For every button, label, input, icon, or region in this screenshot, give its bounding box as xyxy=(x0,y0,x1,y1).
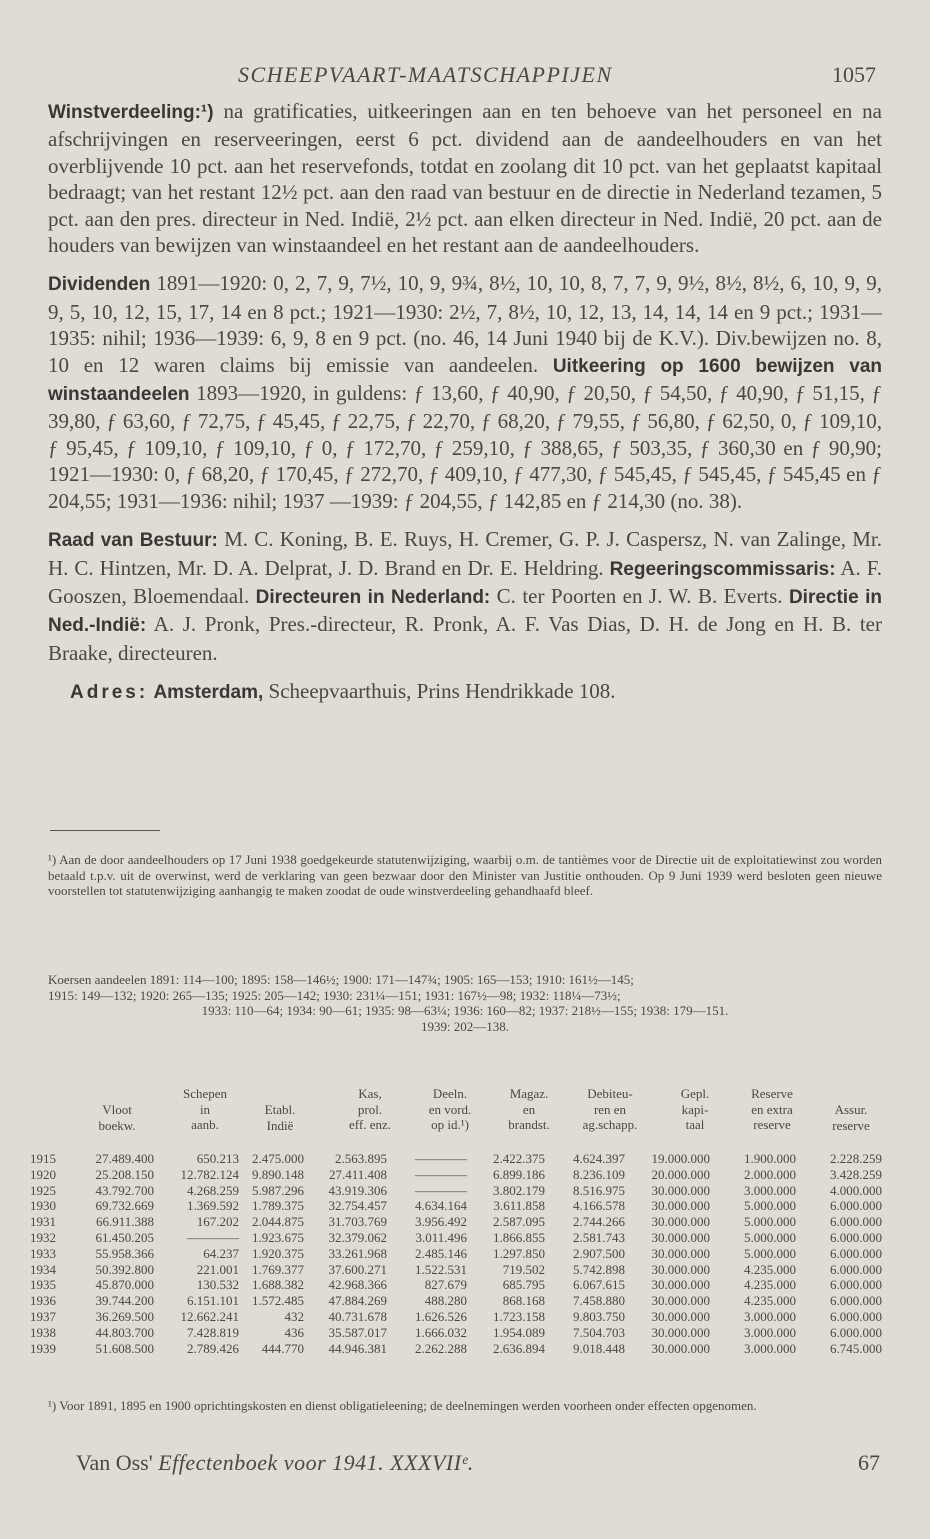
row-year: 1933 xyxy=(30,1245,56,1261)
table-cell: 32.754.457 xyxy=(328,1198,387,1214)
table-cell: 1.369.592 xyxy=(187,1198,239,1214)
table-cell: 33.261.968 xyxy=(328,1245,387,1261)
table-cell: 6.000.000 xyxy=(830,1245,882,1261)
table-cell: 61.450.205 xyxy=(95,1229,154,1245)
table-cell: 36.269.500 xyxy=(95,1308,154,1324)
directie-indie-label: Directie in Ned.-Indië: xyxy=(48,586,882,637)
column-header: Reserve en extra reserve xyxy=(751,1086,793,1132)
table-cell: 35.587.017 xyxy=(328,1324,387,1340)
table-cell: 1.920.375 xyxy=(252,1245,304,1261)
table-cell: 6.000.000 xyxy=(830,1198,882,1214)
table-cell: 51.608.500 xyxy=(95,1340,154,1356)
table-cell: 1.723.158 xyxy=(493,1308,545,1324)
table-cell: 488.280 xyxy=(424,1293,467,1309)
table-cell: 20.000.000 xyxy=(651,1166,710,1182)
table-cell: 3.000.000 xyxy=(744,1340,796,1356)
column-header: Magaz. en brandst. xyxy=(508,1086,550,1132)
table-cell: 3.000.000 xyxy=(744,1324,796,1340)
table-cell: 5.987.296 xyxy=(252,1182,304,1198)
row-year: 1939 xyxy=(30,1340,56,1356)
table-cell: 2.475.000 xyxy=(252,1151,304,1166)
table-cell: 30.000.000 xyxy=(651,1261,710,1277)
table-cell: 2.485.146 xyxy=(415,1245,467,1261)
regeeringscommissaris-text: A. F. Gooszen, Bloemendaal. xyxy=(48,555,882,608)
table-row xyxy=(30,1198,882,1214)
dividenden-text: 1891—1920: 0, 2, 7, 9, 7½, 10, 9, 9¾, 8½, 10, 10, 8, 7, 7, 9, 9½, 8½, 8½, 6, 10, 9, 9, 9, 5, 10, 12, 15, 17, 14 en 8 pct.; 1921—1930: 2½, 7, 8½, 10, 12, 13, 14, 14, 14 en 9 pct.; 1931—1935: nihil; 1936—1939: 6, 9, 8 en 9 pct. (no. 46, 14 Juni 1940 bij de K.V.). Div.bewijzen no. 8, 10 en 12 waren claims bij emissie van aandeelen. xyxy=(48,271,882,377)
table-cell: 30.000.000 xyxy=(651,1277,710,1293)
table-cell: 42.968.366 xyxy=(328,1277,387,1293)
table-cell: 30.000.000 xyxy=(651,1229,710,1245)
footer-book-title xyxy=(76,1450,474,1476)
table-cell: 44.946.381 xyxy=(328,1340,387,1356)
table-cell: 6.151.101 xyxy=(187,1293,239,1309)
table-cell: 43.919.306 xyxy=(328,1182,387,1198)
table-cell: 27.489.400 xyxy=(95,1151,154,1166)
table-cell: 27.411.408 xyxy=(328,1166,387,1182)
table-cell: ———— xyxy=(187,1229,239,1245)
table-cell: 2.907.500 xyxy=(573,1245,625,1261)
row-year: 1935 xyxy=(30,1277,56,1293)
table-row xyxy=(30,1341,882,1357)
directie-indie-text: A. J. Pronk, Pres.-directeur, R. Pronk, A. F. Vas Dias, D. H. de Jong en H. B. ter Braake, directeuren. xyxy=(48,612,882,665)
table-cell: 5.000.000 xyxy=(744,1229,796,1245)
table-cell: ———— xyxy=(415,1151,467,1166)
table-cell: 4.166.578 xyxy=(573,1198,625,1214)
dividenden-paragraph xyxy=(48,270,882,514)
table-cell: 8.236.109 xyxy=(573,1166,625,1182)
table-cell: 685.795 xyxy=(502,1277,545,1293)
table-cell: 64.237 xyxy=(203,1245,239,1261)
table-cell: 30.000.000 xyxy=(651,1308,710,1324)
table-cell: 436 xyxy=(284,1324,304,1340)
table-cell: 2.422.375 xyxy=(493,1151,545,1166)
table-cell: 7.504.703 xyxy=(573,1324,625,1340)
koersen-block xyxy=(48,972,882,1034)
column-header: Etabl. Indië xyxy=(264,1102,296,1133)
raad-van-bestuur-label: Raad van Bestuur: xyxy=(48,530,218,552)
table-cell: 6.899.186 xyxy=(493,1166,545,1182)
table-cell: 5.000.000 xyxy=(744,1245,796,1261)
table-cell: 6.000.000 xyxy=(830,1308,882,1324)
column-header: Vloot boekw. xyxy=(98,1102,136,1133)
table-cell: 1.789.375 xyxy=(252,1198,304,1214)
koersen-line: 1939: 202—138. xyxy=(420,1018,510,1034)
table-row xyxy=(30,1293,882,1309)
table-cell: 6.000.000 xyxy=(830,1214,882,1230)
table-cell: 2.587.095 xyxy=(493,1214,545,1230)
row-year: 1936 xyxy=(30,1293,56,1309)
table-cell: 432 xyxy=(284,1308,304,1324)
table-row xyxy=(30,1325,882,1341)
table-row xyxy=(30,1230,882,1246)
row-year: 1920 xyxy=(30,1166,56,1182)
row-year: 1930 xyxy=(30,1198,56,1214)
koersen-line: Koersen aandeelen 1891: 114—100; 1895: 158—146½; 1900: 171—147¾; 1905: 165—153; 1910: 161½—145; xyxy=(48,972,634,987)
table-row xyxy=(30,1214,882,1230)
row-year: 1938 xyxy=(30,1324,56,1340)
adres-paragraph xyxy=(70,678,882,706)
table-cell: 3.611.858 xyxy=(493,1198,545,1214)
table-cell: 4.268.259 xyxy=(187,1182,239,1198)
table-cell: 50.392.800 xyxy=(95,1261,154,1277)
directeuren-text: C. ter Poorten en J. W. B. Everts. xyxy=(490,583,789,608)
table-cell: 40.731.678 xyxy=(328,1308,387,1324)
table-cell: 1.769.377 xyxy=(252,1261,304,1277)
table-cell: 3.802.179 xyxy=(493,1182,545,1198)
row-year: 1932 xyxy=(30,1229,56,1245)
table-cell: ———— xyxy=(415,1166,467,1182)
table-row xyxy=(30,1246,882,1262)
winstverdeeling-label: Winstverdeeling:¹) xyxy=(48,102,214,123)
table-cell: 5.000.000 xyxy=(744,1198,796,1214)
footer-page-number: 67 xyxy=(858,1450,880,1475)
table-cell: 6.000.000 xyxy=(830,1261,882,1277)
table-cell: 868.168 xyxy=(502,1293,545,1309)
table-cell: 5.000.000 xyxy=(744,1214,796,1230)
adres-label: Adres: xyxy=(70,682,149,704)
footnote-table: ¹) Voor 1891, 1895 en 1900 oprichtingskosten en dienst obligatieleening; de deelnemingen werden voorheen onder effecten opgenomen. xyxy=(48,1398,757,1413)
table-cell: 6.000.000 xyxy=(830,1324,882,1340)
winstverdeeling-paragraph xyxy=(48,98,882,258)
adres-text: Scheepvaarthuis, Prins Hendrikkade 108. xyxy=(263,679,616,704)
row-year: 1937 xyxy=(30,1308,56,1324)
raad-van-bestuur-text: M. C. Koning, B. E. Ruys, H. Cremer, G. P. J. Caspersz, N. van Zalinge, Mr. H. C. Hintzen, Mr. D. A. Delprat, J. D. Brand en Dr. E. Heldring. xyxy=(48,527,883,580)
row-year: 1915 xyxy=(30,1151,56,1166)
table-cell: 7.458.880 xyxy=(573,1293,625,1309)
table-cell: 25.208.150 xyxy=(95,1166,154,1182)
table-cell: 1.626.526 xyxy=(415,1308,467,1324)
footer-edition: Effectenboek voor 1941. XXXVIIᵉ. xyxy=(158,1450,474,1475)
table-cell: 3.428.259 xyxy=(830,1166,882,1182)
table-cell: 221.001 xyxy=(196,1261,239,1277)
bestuur-paragraph xyxy=(48,526,882,666)
table-cell: 2.581.743 xyxy=(573,1229,625,1245)
table-cell: 37.600.271 xyxy=(328,1261,387,1277)
row-year: 1925 xyxy=(30,1182,56,1198)
table-cell: 6.745.000 xyxy=(830,1340,882,1356)
table-cell: 1.297.850 xyxy=(493,1245,545,1261)
table-cell: 1.866.855 xyxy=(493,1229,545,1245)
table-cell: 2.000.000 xyxy=(744,1166,796,1182)
table-cell: 6.000.000 xyxy=(830,1277,882,1293)
column-header: Kas, prol. eff. enz. xyxy=(349,1086,391,1132)
table-cell: 30.000.000 xyxy=(651,1293,710,1309)
table-cell: 1.688.382 xyxy=(252,1277,304,1293)
row-year: 1931 xyxy=(30,1214,56,1230)
table-cell: 719.502 xyxy=(502,1261,545,1277)
table-cell: 32.379.062 xyxy=(328,1229,387,1245)
directeuren-label: Directeuren in Nederland: xyxy=(255,586,491,608)
section-title: SCHEEPVAART-MAATSCHAPPIJEN xyxy=(238,62,613,87)
table-cell: 3.000.000 xyxy=(744,1182,796,1198)
table-cell: 45.870.000 xyxy=(95,1277,154,1293)
table-cell: 4.235.000 xyxy=(744,1277,796,1293)
column-header: Schepen in aanb. xyxy=(182,1086,228,1132)
table-row xyxy=(30,1277,882,1293)
table-cell: 2.563.895 xyxy=(335,1151,387,1166)
table-cell: 6.000.000 xyxy=(830,1293,882,1309)
table-cell: 66.911.388 xyxy=(95,1214,154,1230)
table-cell: 30.000.000 xyxy=(651,1245,710,1261)
table-cell: 30.000.000 xyxy=(651,1182,710,1198)
running-head xyxy=(50,62,880,92)
table-cell: 8.516.975 xyxy=(573,1182,625,1198)
column-header: Gepl. kapi- taal xyxy=(680,1086,710,1132)
table-cell: 1.572.485 xyxy=(252,1293,304,1309)
table-row xyxy=(30,1309,882,1325)
table-cell: 3.000.000 xyxy=(744,1308,796,1324)
koersen-line: 1933: 110—64; 1934: 90—61; 1935: 98—63¼; 1936: 160—82; 1937: 218½—155; 1938: 179—151. xyxy=(201,1003,729,1018)
table-cell: 650.213 xyxy=(196,1151,239,1166)
table-cell: 7.428.819 xyxy=(187,1324,239,1340)
table-cell: 12.662.241 xyxy=(180,1308,239,1324)
dividenden-label: Dividenden xyxy=(48,274,151,296)
table-cell: 2.044.875 xyxy=(252,1214,304,1230)
koersen-line: 1915: 149—132; 1920: 265—135; 1925: 205—142; 1930: 231¼—151; 1931: 167½—98; 1932: 118¼—73½; xyxy=(48,987,621,1003)
table-row xyxy=(30,1183,882,1199)
table-cell: 4.624.397 xyxy=(573,1151,625,1166)
winstverdeeling-text: na gratificaties, uitkeeringen aan en ten behoeve van het personeel en na afschrijvingen en reserveeringen, eerst 6 pct. dividend aan de aandeelhouders en van het overblijvende 10 pct. aan het reservefonds, totdat en zoolang dit 10 pct. van het geplaatst kapitaal bedraagt; van het restant 12½ pct. aan den raad van bestuur en de directie in Nederland tezamen, 5 pct. aan den pres. directeur in Ned. Indië, 2½ pct. aan elken directeur in Ned. Indië, 20 pct. aan de houders van bewijzen van winstaandeel en het restant aan de aandeelhouders. xyxy=(48,99,882,258)
table-cell: 1.666.032 xyxy=(415,1324,467,1340)
table-cell: 2.262.288 xyxy=(415,1340,467,1356)
table-cell: 444.770 xyxy=(261,1340,304,1356)
table-cell: 19.000.000 xyxy=(651,1151,710,1166)
footnote-statuten: ¹) Aan de door aandeelhouders op 17 Juni 1938 goedgekeurde statutenwijziging, waarbij o.m. de tantièmes voor de Directie uit de exploitatiewinst zou worden betaald t.p.v. uit de overwinst, werd de verklaring van geen bezwaar door den Minister van Justitie onthouden. Op 9 Juni 1939 werd besloten geen nieuwe voorstellen tot statutenwijziging aanhangig te maken zoodat de oude winstverdeeling gehandhaafd bleef. xyxy=(48,852,882,898)
table-cell: 69.732.669 xyxy=(95,1198,154,1214)
table-cell: 2.744.266 xyxy=(573,1214,625,1230)
table-cell: 43.792.700 xyxy=(95,1182,154,1198)
table-cell: 1.900.000 xyxy=(744,1151,796,1166)
table-cell: 4.235.000 xyxy=(744,1293,796,1309)
table-cell: 30.000.000 xyxy=(651,1214,710,1230)
table-cell: 6.000.000 xyxy=(830,1229,882,1245)
table-cell: 4.235.000 xyxy=(744,1261,796,1277)
table-cell: 31.703.769 xyxy=(328,1214,387,1230)
table-cell: 9.890.148 xyxy=(252,1166,304,1182)
uitkeering-label: Uitkeering op 1600 bewijzen van winstaandeelen xyxy=(48,355,882,406)
page-number: 1057 xyxy=(832,62,876,87)
table-cell: 827.679 xyxy=(424,1277,467,1293)
table-cell: 4.634.164 xyxy=(415,1198,467,1214)
table-row xyxy=(30,1167,882,1183)
table-cell: 3.011.496 xyxy=(415,1229,467,1245)
table-cell: 1.923.675 xyxy=(252,1229,304,1245)
footer-publisher: Van Oss' xyxy=(76,1450,159,1475)
table-cell: 44.803.700 xyxy=(95,1324,154,1340)
uitkeering-text: 1893—1920, in guldens: ƒ 13,60, ƒ 40,90, ƒ 20,50, ƒ 54,50, ƒ 40,90, ƒ 51,15, ƒ 39,80, ƒ 63,60, ƒ 72,75, ƒ 45,45, ƒ 22,75, ƒ 22,70, ƒ 68,20, ƒ 79,55, ƒ 56,80, ƒ 62,50, 0, ƒ 109,10, ƒ 95,45, ƒ 109,10, ƒ 109,10, ƒ 0, ƒ 172,70, ƒ 259,10, ƒ 388,65, ƒ 503,35, ƒ 360,30 en ƒ 90,90; 1921—1930: 0, ƒ 68,20, ƒ 170,45, ƒ 272,70, ƒ 409,10, ƒ 477,30, ƒ 545,45, ƒ 545,45, ƒ 545,45 en ƒ 204,55; 1931—1936: nihil; 1937 —1939: ƒ 204,55, ƒ 142,85 en ƒ 214,30 (no. 38). xyxy=(48,381,882,513)
table-cell: 39.744.200 xyxy=(95,1293,154,1309)
table-header xyxy=(30,1086,882,1146)
main-text xyxy=(48,98,882,719)
table-cell: 167.202 xyxy=(196,1214,239,1230)
table-cell: 2.789.426 xyxy=(187,1340,239,1356)
regeeringscommissaris-label: Regeeringscommissaris: xyxy=(609,558,836,580)
table-cell: 2.228.259 xyxy=(830,1151,882,1166)
table-cell: 9.803.750 xyxy=(573,1308,625,1324)
adres-city: Amsterdam, xyxy=(153,682,264,704)
table-cell: 1.954.089 xyxy=(493,1324,545,1340)
table-cell: 30.000.000 xyxy=(651,1324,710,1340)
table-cell: 2.636.894 xyxy=(493,1340,545,1356)
table-cell: ———— xyxy=(415,1182,467,1198)
table-row xyxy=(30,1262,882,1278)
table-cell: 12.782.124 xyxy=(180,1166,239,1182)
table-cell: 55.958.366 xyxy=(95,1245,154,1261)
column-header: Debiteu- ren en ag.schapp. xyxy=(582,1086,638,1132)
table-cell: 30.000.000 xyxy=(651,1340,710,1356)
table-row xyxy=(30,1151,882,1167)
table-cell: 5.742.898 xyxy=(573,1261,625,1277)
column-header: Assur. reserve xyxy=(832,1102,870,1133)
table-cell: 1.522.531 xyxy=(415,1261,467,1277)
balance-table xyxy=(30,1151,882,1356)
table-cell: 4.000.000 xyxy=(830,1182,882,1198)
table-cell: 9.018.448 xyxy=(573,1340,625,1356)
table-cell: 130.532 xyxy=(196,1277,239,1293)
footnote-divider xyxy=(50,830,160,831)
table-cell: 3.956.492 xyxy=(415,1214,467,1230)
row-year: 1934 xyxy=(30,1261,56,1277)
column-header: Deeln. en vord. op id.¹) xyxy=(428,1086,472,1132)
table-cell: 30.000.000 xyxy=(651,1198,710,1214)
table-cell: 6.067.615 xyxy=(573,1277,625,1293)
table-cell: 47.884.269 xyxy=(328,1293,387,1309)
